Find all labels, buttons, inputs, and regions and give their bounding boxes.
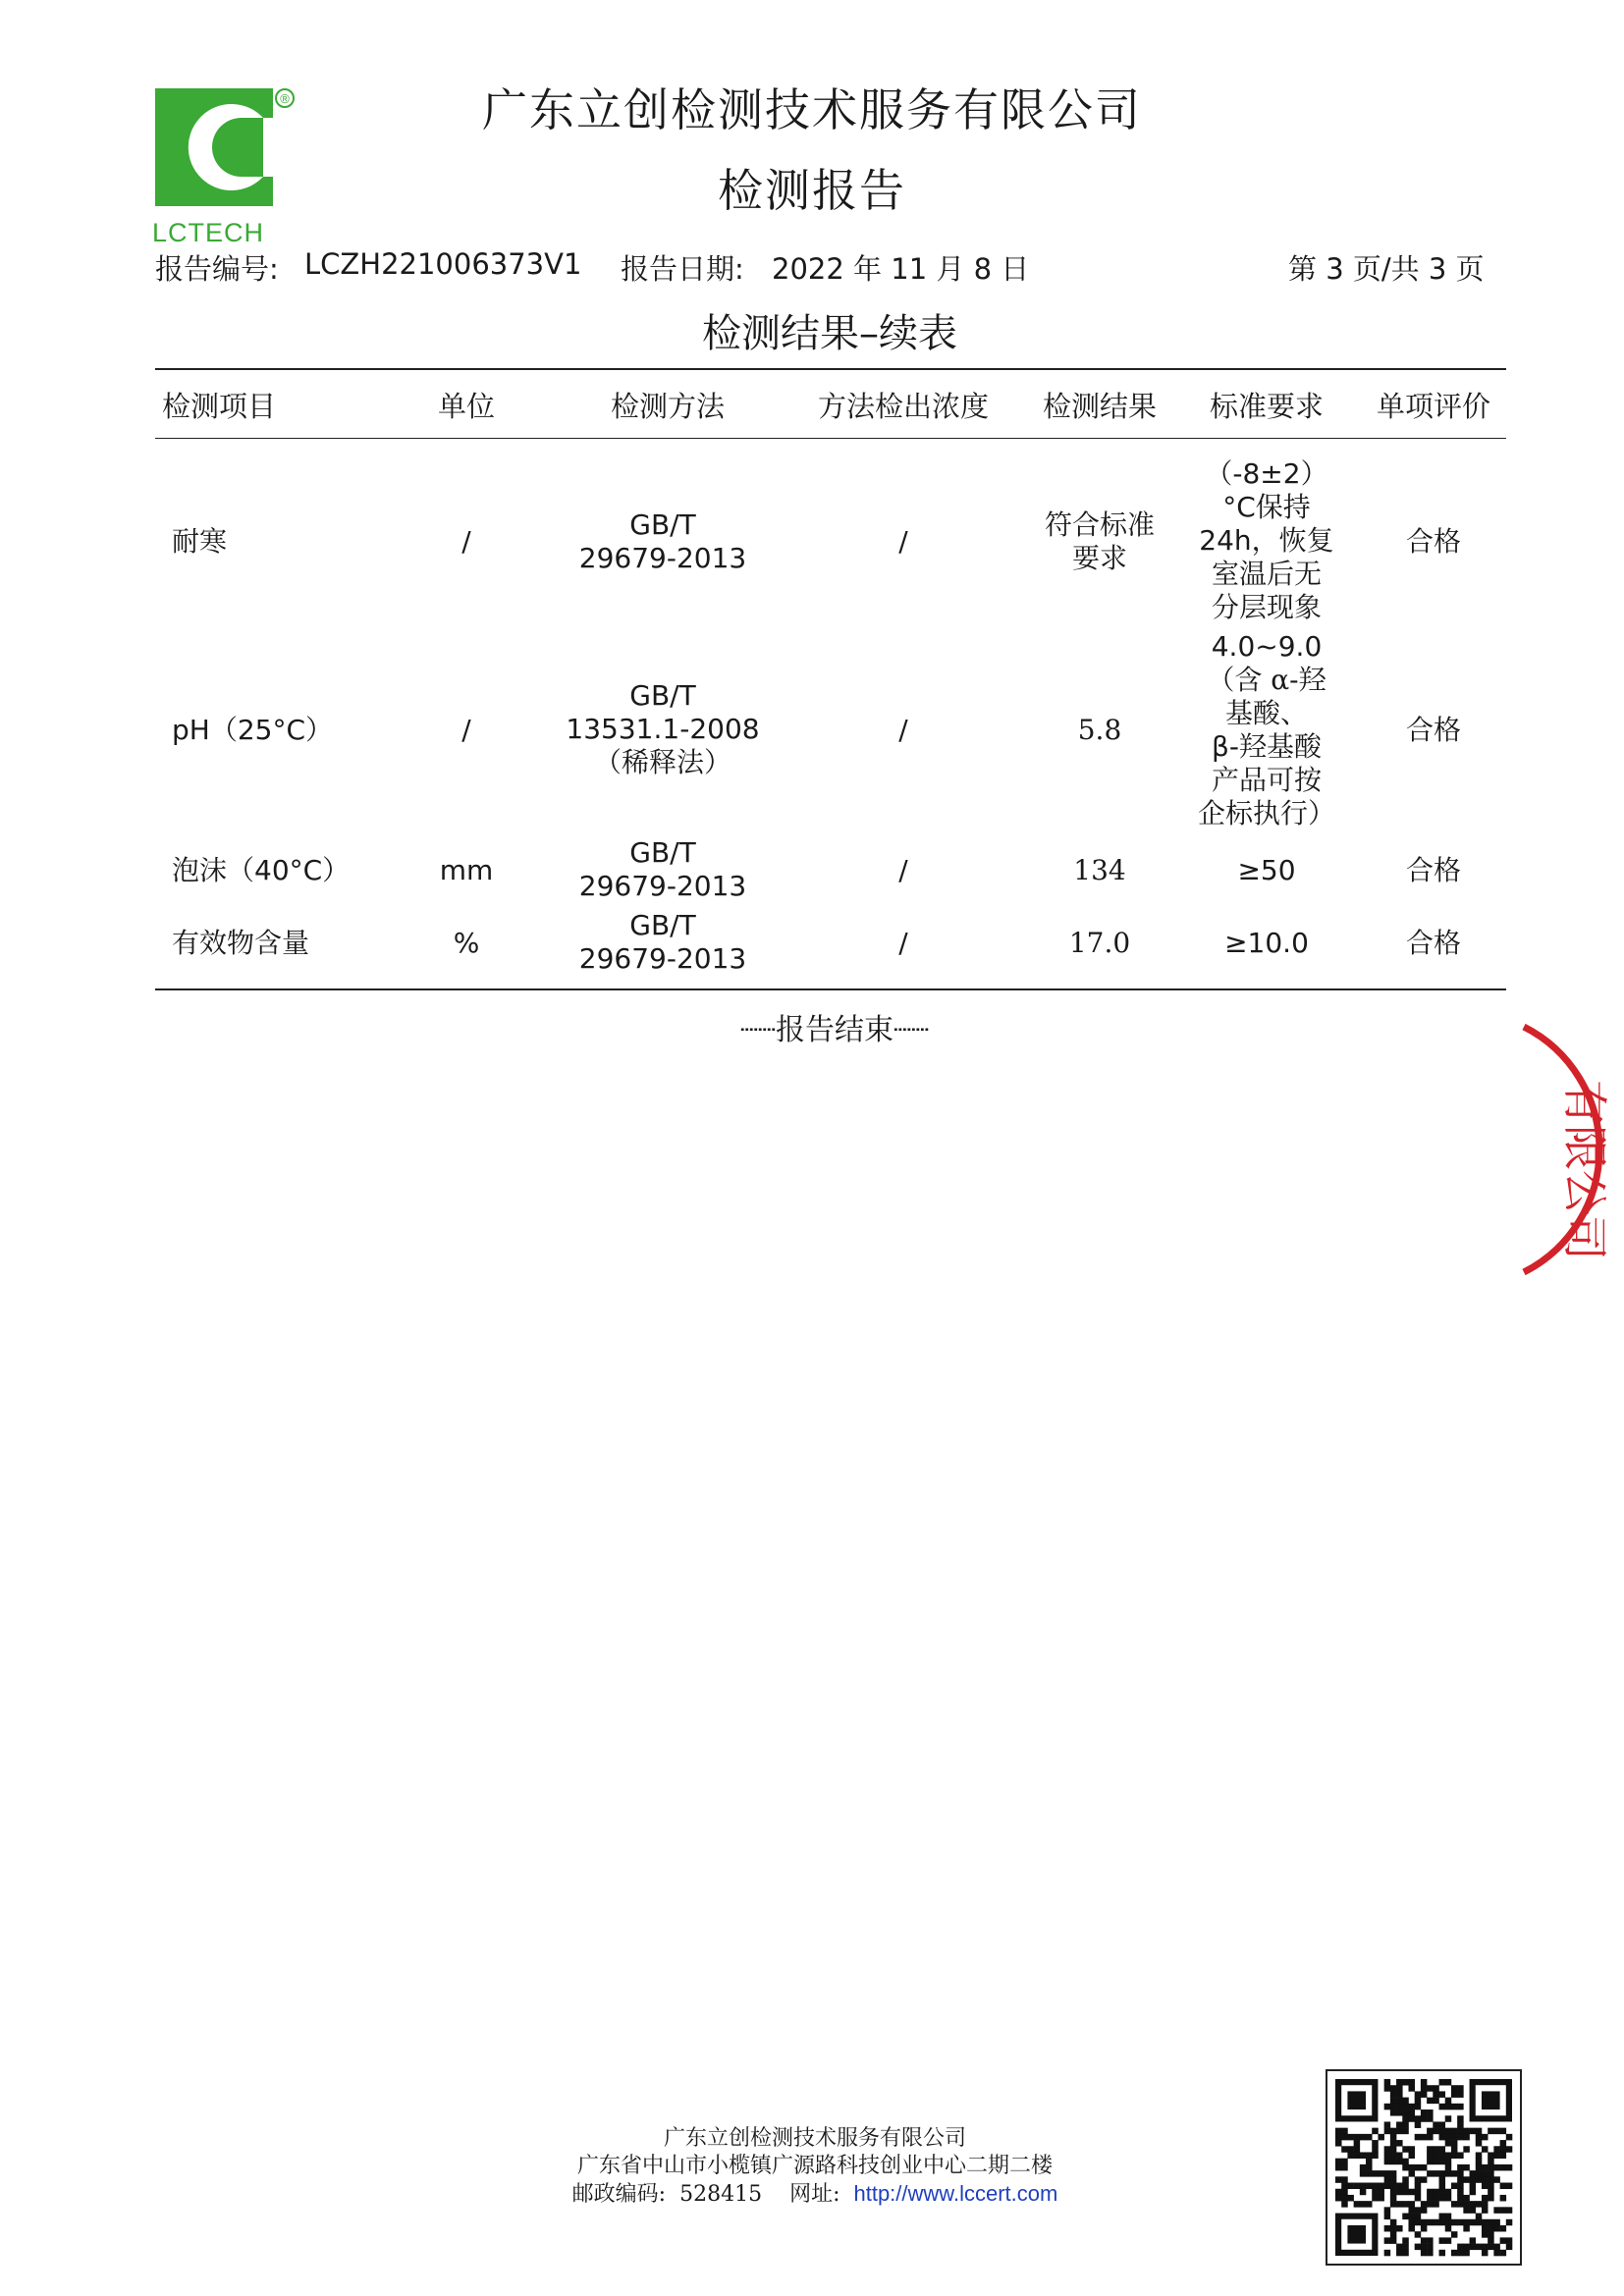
cell-detection-limit: / [898, 525, 908, 558]
cell-unit: / [461, 525, 471, 558]
company-title: 广东立创检测技术服务有限公司 [482, 83, 1142, 136]
report-date-value: 2022 年 11 月 8 日 [772, 252, 1030, 286]
cell-evaluation: 合格 [1405, 854, 1461, 886]
report-title: 检测报告 [718, 164, 906, 217]
page-info: 第 3 页/共 3 页 [1288, 252, 1485, 286]
cell-item: 有效物含量 [172, 927, 310, 959]
cell-result: 符合标准 要求 [1044, 508, 1155, 574]
footer-contact: 邮政编码: 528415 网址: http://www.lccert.com [571, 2181, 1058, 2207]
table-top-rule [155, 368, 1506, 370]
cell-item: 泡沫（40°C） [172, 854, 351, 886]
header-test-item: 检测项目 [162, 390, 277, 423]
cell-detection-limit: / [898, 927, 908, 959]
website-link[interactable]: http://www.lccert.com [853, 2181, 1058, 2206]
report-no-value: LCZH221006373V1 [304, 247, 582, 281]
cell-standard: （-8±2） °C保持 24h，恢复 室温后无 分层现象 [1199, 457, 1334, 623]
qr-code-icon [1326, 2069, 1522, 2266]
cell-standard: ≥50 [1237, 854, 1296, 886]
header-unit: 单位 [437, 390, 495, 423]
cell-method: GB/T 29679-2013 [578, 508, 747, 574]
company-seal-icon [1512, 1011, 1624, 1306]
cell-item: pH（25°C） [172, 714, 334, 746]
report-no-label: 报告编号: [155, 252, 279, 286]
cell-unit: mm [439, 854, 494, 886]
svg-text:有限公司: 有限公司 [1558, 1080, 1611, 1260]
cell-evaluation: 合格 [1405, 927, 1461, 959]
report-end-marker: ┈┈报告结束┈┈ [739, 1013, 930, 1047]
report-date-label: 报告日期: [621, 252, 744, 286]
cell-evaluation: 合格 [1405, 525, 1461, 558]
table-bottom-rule [155, 988, 1506, 990]
header-standard: 标准要求 [1209, 390, 1324, 423]
header-method: 检测方法 [610, 390, 725, 423]
cell-standard: 4.0~9.0 （含 α-羟 基酸、 β-羟基酸 产品可按 企标执行） [1197, 630, 1335, 829]
cell-method: GB/T 13531.1-2008 （稀释法） [566, 679, 760, 778]
cell-method: GB/T 29679-2013 [578, 836, 747, 902]
header-detection-limit: 方法检出浓度 [817, 390, 989, 423]
cell-item: 耐寒 [172, 525, 228, 558]
cell-result: 134 [1073, 854, 1126, 886]
cell-evaluation: 合格 [1405, 714, 1461, 746]
cell-detection-limit: / [898, 854, 908, 886]
cell-detection-limit: / [898, 714, 908, 746]
footer-company: 广东立创检测技术服务有限公司 [663, 2126, 966, 2151]
cell-method: GB/T 29679-2013 [578, 909, 747, 975]
section-title: 检测结果–续表 [702, 311, 957, 356]
cell-unit: / [461, 714, 471, 746]
cell-unit: % [453, 927, 480, 959]
cell-result: 5.8 [1077, 714, 1122, 746]
header-evaluation: 单项评价 [1376, 390, 1490, 423]
header-result: 检测结果 [1042, 390, 1157, 423]
footer-address: 广东省中山市小榄镇广源路科技创业中心二期二楼 [576, 2154, 1053, 2178]
logo-text: LCTECH [152, 218, 265, 247]
cell-result: 17.0 [1068, 927, 1131, 959]
registered-mark: ® [280, 91, 290, 106]
table-header-rule [155, 438, 1506, 439]
cell-standard: ≥10.0 [1224, 927, 1309, 959]
